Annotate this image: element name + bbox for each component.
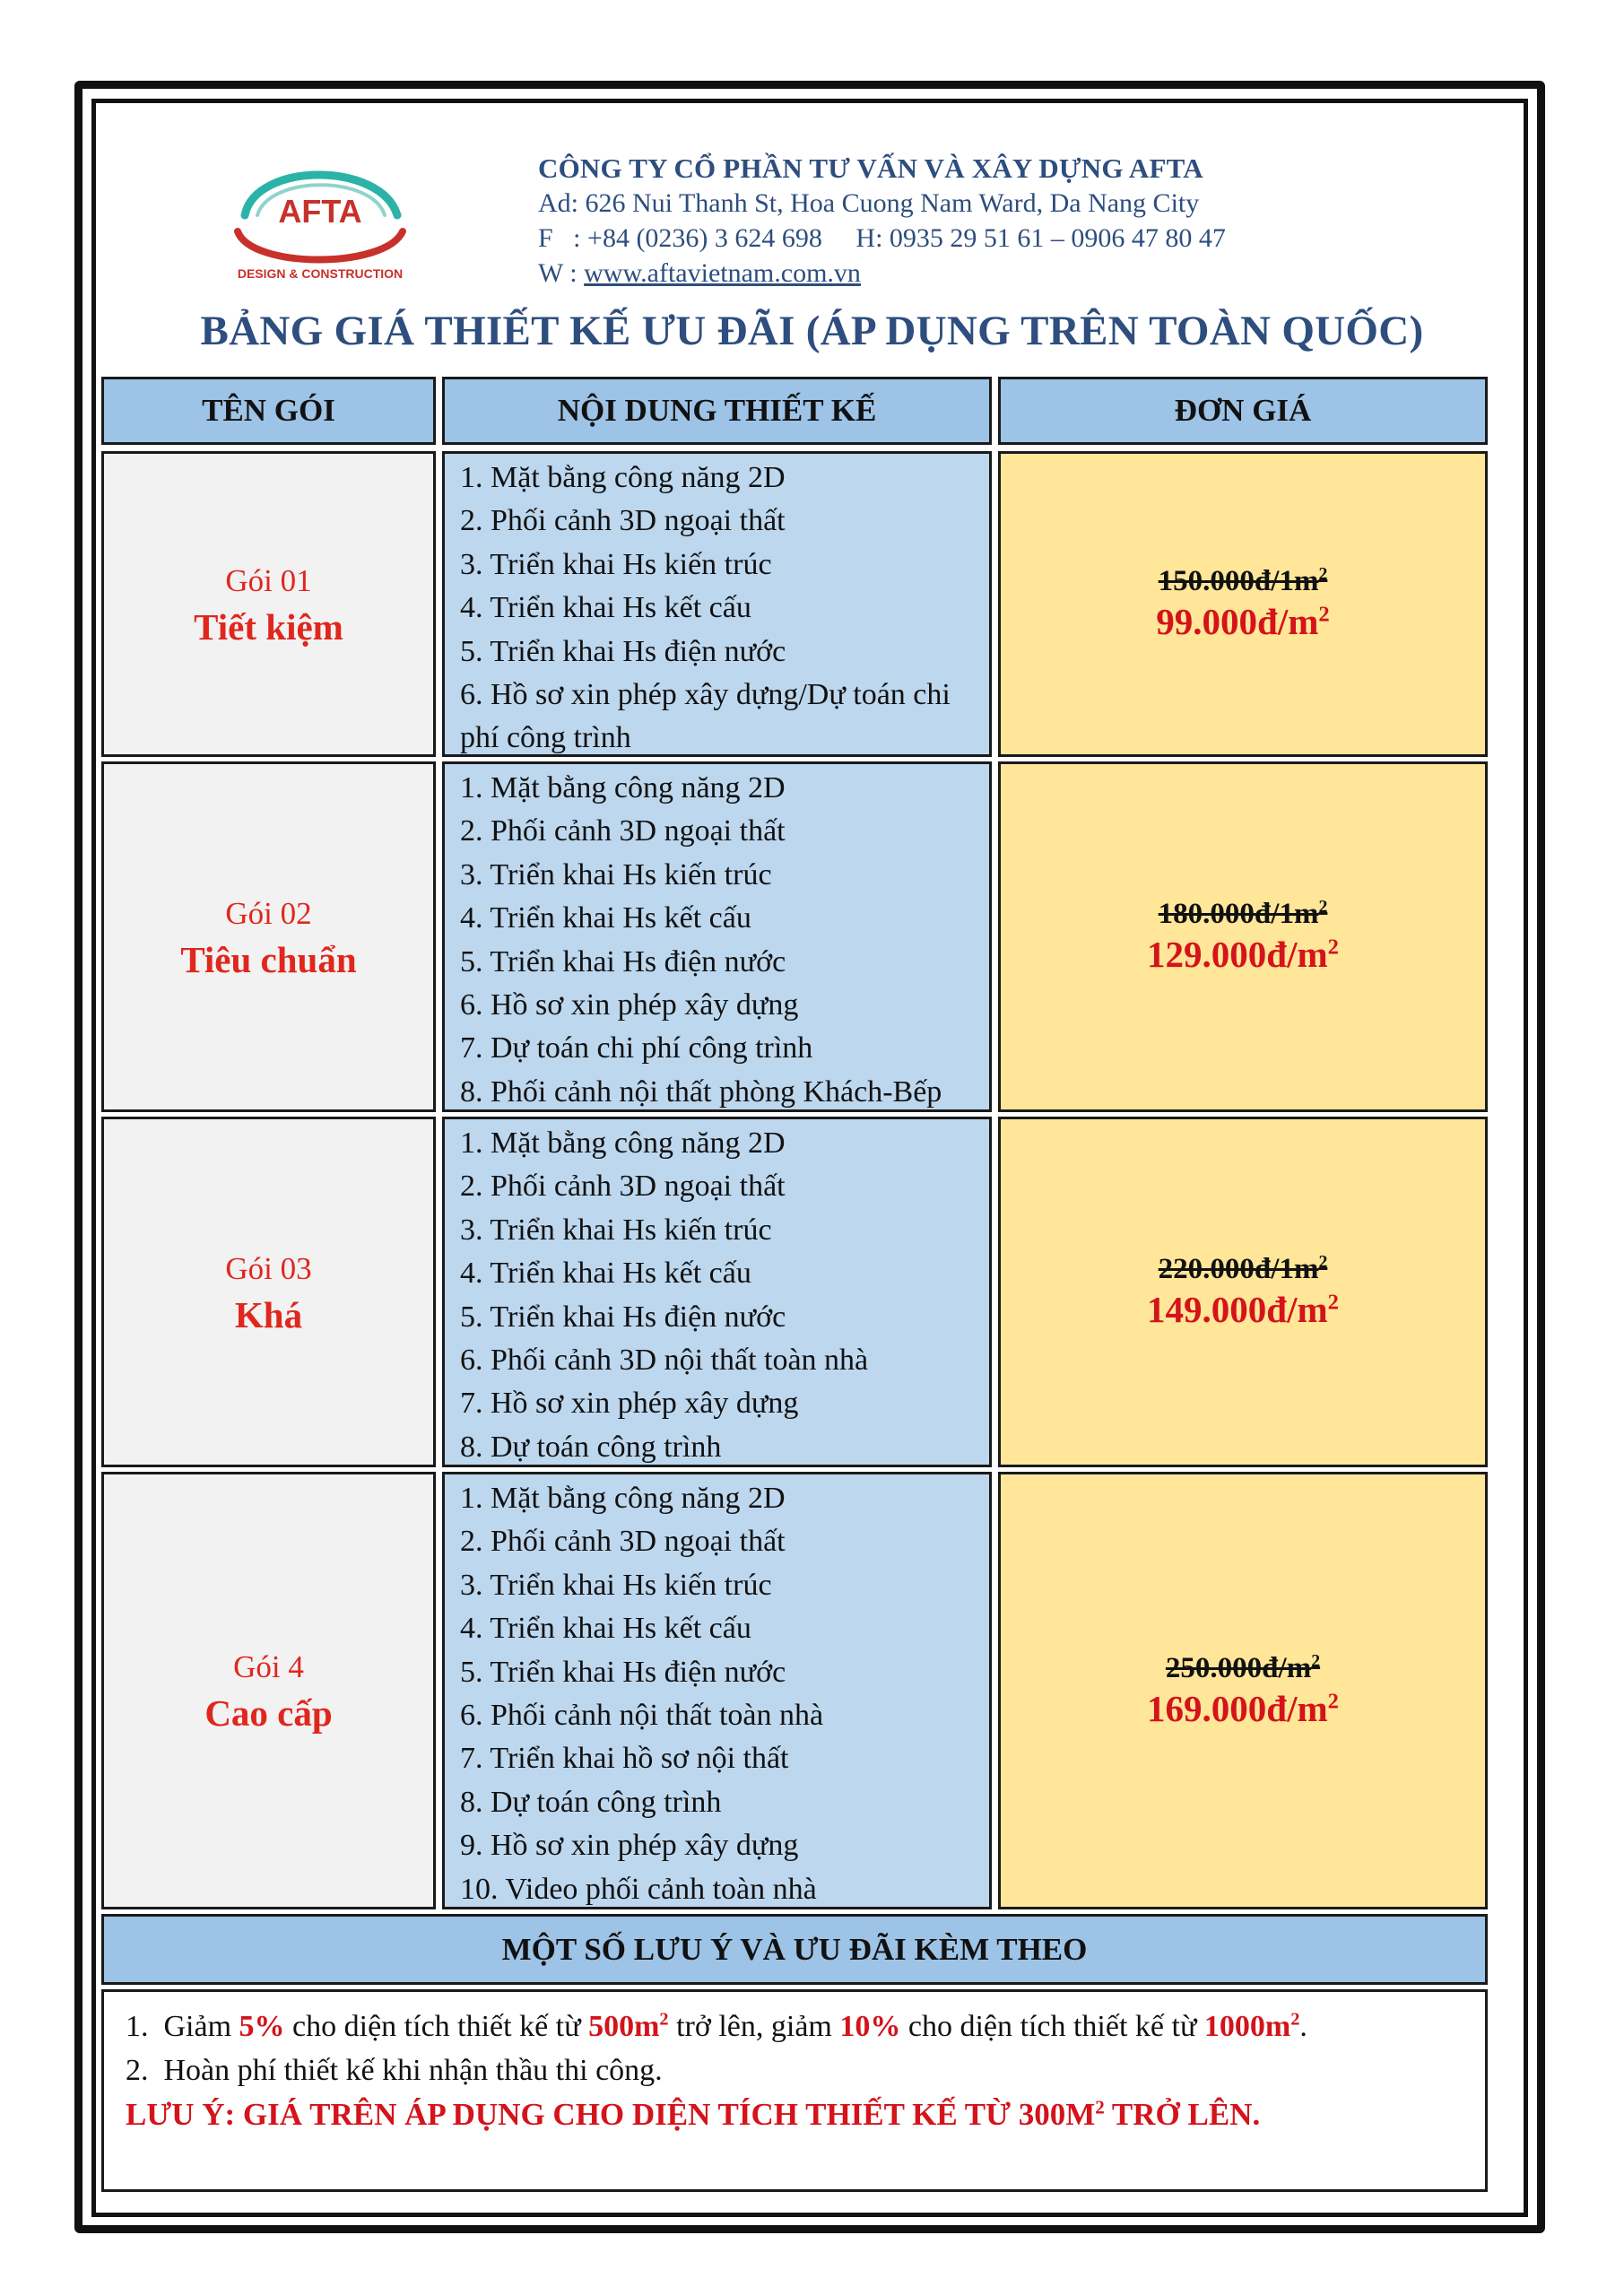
package-4-item: 8. Dự toán công trình <box>460 1785 722 1819</box>
package-1-name-cell <box>101 451 436 757</box>
package-3-title: Khá <box>234 1293 303 1335</box>
header-design-content: NỘI DUNG THIẾT KẾ <box>442 377 992 445</box>
package-2-item: 2. Phối cảnh 3D ngoại thất <box>460 814 786 848</box>
company-phone: F : +84 (0236) 3 624 698 H: 0935 29 51 61 – 0906 47 80 47 <box>538 223 1226 253</box>
package-1-item: 5. Triển khai Hs điện nước <box>460 634 786 668</box>
package-3-item: 3. Triển khai Hs kiến trúc <box>460 1213 772 1247</box>
company-web-label: W : <box>538 258 585 288</box>
package-1-item: 2. Phối cảnh 3D ngoại thất <box>460 504 786 538</box>
package-4-name-cell <box>101 1472 436 1909</box>
notes-heading: MỘT SỐ LƯU Ý VÀ ƯU ĐÃI KÈM THEO <box>101 1914 1488 1985</box>
package-3-item: 5. Triển khai Hs điện nước <box>460 1300 786 1334</box>
package-3-old-price: $220.000đ/1m^2$ <box>1158 1252 1328 1285</box>
company-address: Ad: 626 Nui Thanh St, Hoa Cuong Nam Ward, Da Nang City <box>538 188 1200 218</box>
package-2-item: 6. Hồ sơ xin phép xây dựng <box>460 988 799 1022</box>
package-1-number: Gói 01 <box>225 562 312 598</box>
package-3-name-cell <box>101 1117 436 1467</box>
company-info <box>538 151 1226 291</box>
package-3-price-cell <box>998 1117 1488 1467</box>
package-3-item: 2. Phối cảnh 3D ngoại thất <box>460 1170 786 1204</box>
package-2-old-price: $180.000đ/1m^2$ <box>1158 897 1328 930</box>
package-3-item: 1. Mặt bằng công năng 2D <box>460 1126 786 1160</box>
header-package-name: TÊN GÓI <box>101 377 436 445</box>
header-unit-price: ĐƠN GIÁ <box>998 377 1488 445</box>
package-4-new-price: $169.000đ/m^2$ <box>1147 1687 1339 1729</box>
package-4-item: 7. Triển khai hồ sơ nội thất <box>460 1742 789 1776</box>
package-3-item: 4. Triển khai Hs kết cấu <box>460 1257 751 1291</box>
company-website-link[interactable]: www.aftavietnam.com.vn <box>584 258 861 288</box>
package-4-item: 10. Video phối cảnh toàn nhà <box>460 1872 817 1906</box>
package-2-item: 5. Triển khai Hs điện nước <box>460 944 786 978</box>
package-4-item: 5. Triển khai Hs điện nước <box>460 1655 786 1689</box>
logo-tagline: DESIGN & CONSTRUCTION <box>237 266 404 281</box>
package-3-item: 8. Dự toán công trình <box>460 1430 722 1464</box>
package-2-item: 1. Mặt bằng công năng 2D <box>460 771 786 804</box>
package-3-content-cell <box>442 1117 992 1467</box>
package-4-item: 4. Triển khai Hs kết cấu <box>460 1612 751 1646</box>
package-1-old-price: $150.000đ/1m^2$ <box>1158 564 1328 597</box>
company-name: CÔNG TY CỔ PHẦN TƯ VẤN VÀ XÂY DỰNG AFTA <box>538 152 1203 184</box>
afta-logo-mark <box>202 144 435 296</box>
package-3-item: 7. Hồ sơ xin phép xây dựng <box>460 1387 799 1421</box>
package-1-price-cell <box>998 451 1488 757</box>
page-title: BẢNG GIÁ THIẾT KẾ ƯU ĐÃI (ÁP DỤNG TRÊN TOÀN QUỐC) <box>200 308 1424 354</box>
package-1-new-price: $99.000đ/m^2$ <box>1156 601 1330 642</box>
package-1-content-cell <box>442 451 992 757</box>
note-line-1: 1. Giảm 5% cho diện tích thiết kế từ $500m^2$ trở lên, giảm 10% cho diện tích thiết kế từ $1000m^2$. <box>126 2009 1307 2043</box>
package-3-item: 6. Phối cảnh 3D nội thất toàn nhà <box>460 1344 869 1378</box>
package-1-item: 1. Mặt bằng công năng 2D <box>460 461 786 494</box>
package-2-item: 7. Dự toán chi phí công trình <box>460 1031 813 1065</box>
note-line-2: 2. Hoàn phí thiết kế khi nhận thầu thi công. <box>126 2054 663 2087</box>
package-3-new-price: $149.000đ/m^2$ <box>1147 1289 1339 1330</box>
package-4-item: 9. Hồ sơ xin phép xây dựng <box>460 1829 799 1863</box>
package-2-price-cell <box>998 761 1488 1112</box>
package-4-title: Cao cấp <box>204 1692 333 1734</box>
package-4-item: 1. Mặt bằng công năng 2D <box>460 1482 786 1515</box>
package-2-item: 8. Phối cảnh nội thất phòng Khách-Bếp <box>460 1074 942 1109</box>
package-1-item: 4. Triển khai Hs kết cấu <box>460 591 751 625</box>
package-4-item: 2. Phối cảnh 3D ngoại thất <box>460 1525 786 1559</box>
package-2-name-cell <box>101 761 436 1112</box>
package-2-title: Tiêu chuẩn <box>180 938 357 980</box>
package-4-item: 6. Phối cảnh nội thất toàn nhà <box>460 1699 824 1733</box>
logo-text: AFTA <box>278 193 362 230</box>
package-4-number: Gói 4 <box>233 1649 304 1684</box>
package-4-content-cell <box>442 1472 992 1909</box>
package-4-price-cell <box>998 1472 1488 1909</box>
package-1-item: 3. Triển khai Hs kiến trúc <box>460 547 772 581</box>
package-2-item: 3. Triển khai Hs kiến trúc <box>460 857 772 891</box>
package-2-item: 4. Triển khai Hs kết cấu <box>460 901 751 935</box>
afta-logo <box>202 144 435 296</box>
package-2-number: Gói 02 <box>225 895 312 931</box>
package-2-new-price: $129.000đ/m^2$ <box>1147 934 1339 975</box>
package-3-number: Gói 03 <box>225 1250 312 1286</box>
notes-body <box>101 1989 1488 2192</box>
package-1-title: Tiết kiệm <box>194 605 343 648</box>
package-2-content-cell <box>442 761 992 1112</box>
package-4-item: 3. Triển khai Hs kiến trúc <box>460 1568 772 1602</box>
note-warning: LƯU Ý: GIÁ TRÊN ÁP DỤNG CHO DIỆN TÍCH THIẾT KẾ TỪ $300M^2$ TRỞ LÊN. <box>126 2096 1261 2132</box>
company-web-row <box>538 256 1226 291</box>
package-4-old-price: $250.000đ/m^2$ <box>1165 1650 1321 1684</box>
package-1-item: 6. Hồ sơ xin phép xây dựng/Dự toán chi phí công trình <box>460 678 951 755</box>
